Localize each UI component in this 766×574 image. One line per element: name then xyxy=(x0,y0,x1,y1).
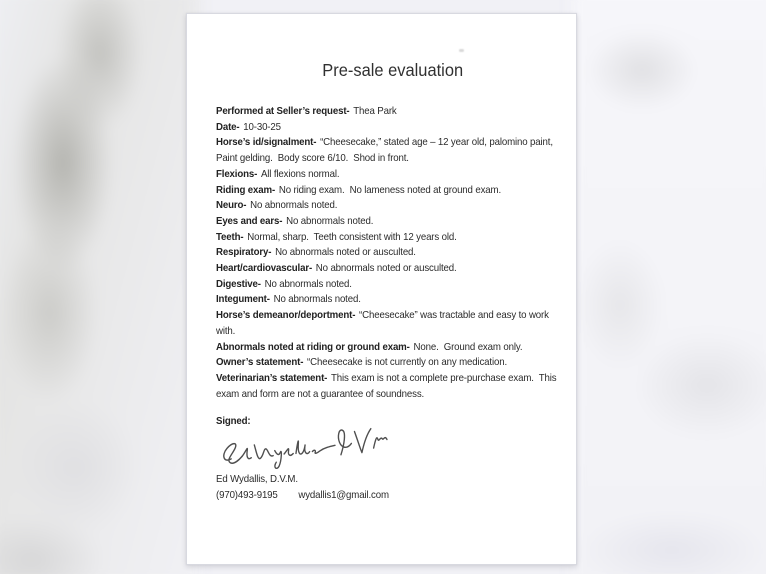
field-label: Eyes and ears- xyxy=(216,215,283,227)
field-flexions xyxy=(216,167,569,183)
field-label: Horse’s demeanor/deportment- xyxy=(216,310,356,322)
field-integument xyxy=(216,292,569,308)
field-demeanor xyxy=(216,308,569,339)
field-value: “Cheesecake,” stated age – 12 year old, palomino paint, Paint gelding. Body score 6/10. Shod in front. xyxy=(216,137,556,165)
field-veterinarian-statement xyxy=(216,371,569,402)
field-label: Teeth- xyxy=(216,231,244,243)
field-owner-statement xyxy=(216,355,569,371)
field-label: Abnormals noted at riding or ground exam- xyxy=(216,341,410,353)
field-label: Neuro- xyxy=(216,200,247,212)
field-heart-cardiovascular xyxy=(216,261,569,277)
field-value: No abnormals noted. xyxy=(273,294,361,306)
field-eyes-ears xyxy=(216,214,569,230)
signature-handwriting-icon xyxy=(218,425,392,469)
field-label: Date- xyxy=(216,121,240,133)
blurred-background-right xyxy=(572,0,766,574)
field-value: This exam is not a complete pre-purchase exam. This exam and form are not a guarantee of soundness. xyxy=(216,372,559,400)
field-riding-exam xyxy=(216,183,569,199)
field-id-signalment xyxy=(216,135,569,166)
field-label: Horse’s id/signalment- xyxy=(216,137,317,149)
field-value: No abnormals noted or ausculted. xyxy=(275,247,416,259)
field-respiratory xyxy=(216,245,569,261)
veterinarian-name: Ed Wydallis, D.V.M. xyxy=(216,474,298,486)
field-value: All flexions normal. xyxy=(260,168,340,180)
phone-number: (970)493-9195 xyxy=(216,489,278,501)
field-value: 10-30-25 xyxy=(243,121,281,133)
document-content xyxy=(216,14,569,503)
field-label: Respiratory- xyxy=(216,247,272,259)
blurred-background-left xyxy=(0,0,200,574)
field-value: No riding exam. No lameness noted at ground exam. xyxy=(278,184,501,196)
field-value: No abnormals noted. xyxy=(264,278,352,290)
field-date xyxy=(216,120,569,136)
signed-label: Signed: xyxy=(216,416,251,428)
field-label: Digestive- xyxy=(216,278,261,290)
field-label: Heart/cardiovascular- xyxy=(216,263,313,275)
field-teeth xyxy=(216,230,569,246)
field-value: “Cheesecake is not currently on any medication. xyxy=(307,357,508,369)
document-page xyxy=(186,13,577,565)
field-digestive xyxy=(216,277,569,293)
field-label: Owner’s statement- xyxy=(216,357,304,369)
field-value: No abnormals noted or ausculted. xyxy=(315,263,457,275)
field-abnormals-noted xyxy=(216,340,569,356)
field-value: No abnormals noted. xyxy=(286,215,374,227)
field-label: Riding exam- xyxy=(216,184,276,196)
field-label: Flexions- xyxy=(216,168,258,180)
field-neuro xyxy=(216,198,569,214)
field-label: Performed at Seller’s request- xyxy=(216,106,350,117)
field-value: “Cheesecake” was tractable and easy to work with. xyxy=(216,310,552,337)
field-value: Normal, sharp. Teeth consistent with 12 years old. xyxy=(247,231,457,243)
field-label: Veterinarian’s statement- xyxy=(216,372,328,384)
field-label: Integument- xyxy=(216,294,270,306)
field-value: None. Ground exam only. xyxy=(413,341,523,353)
email-address: wydallis1@gmail.com xyxy=(298,489,389,501)
field-performed-at xyxy=(216,104,569,120)
field-value: Thea Park xyxy=(353,106,397,117)
field-value: No abnormals noted. xyxy=(250,200,338,212)
contact-line xyxy=(216,488,569,504)
page-title: Pre-sale evaluation xyxy=(322,60,464,80)
